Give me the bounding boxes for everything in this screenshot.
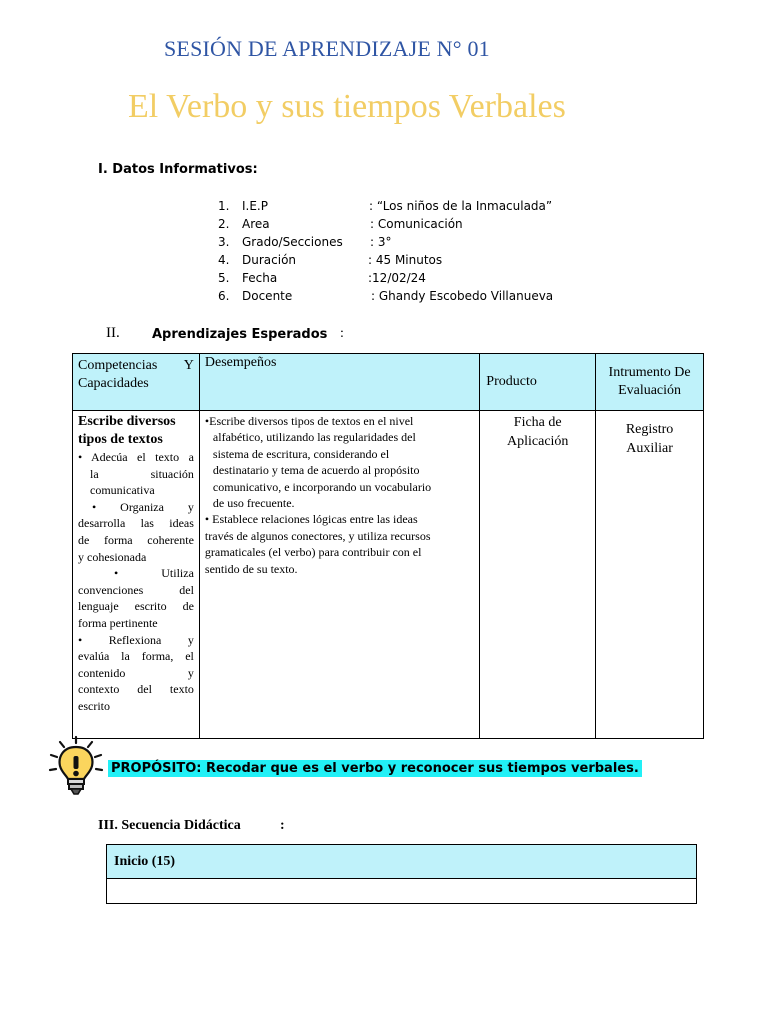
- producto-line2: Aplicación: [507, 434, 569, 449]
- learning-table-row: [73, 411, 704, 739]
- section3-heading: III. Secuencia Didáctica: [98, 818, 241, 833]
- learning-table-header: [73, 354, 704, 411]
- info-label: Area: [242, 217, 270, 231]
- header-competencias-y: Y: [183, 358, 194, 373]
- capacidad-line: de forma coherente: [78, 532, 194, 547]
- capacidad-line: convenciones del: [78, 582, 194, 597]
- capacidad-line: contenido y: [78, 665, 194, 680]
- desempeno-line: gramaticales (el verbo) para contribuir con el: [204, 545, 422, 560]
- info-number: 1.: [218, 199, 230, 213]
- section2-numeral: II.: [106, 325, 120, 341]
- instrumento-cell: [596, 411, 704, 739]
- capacidad-line: comunicativa: [90, 483, 155, 498]
- desempeno-line: • Establece relaciones lógicas entre las ideas: [204, 512, 418, 527]
- lightbulb-icon: [46, 733, 106, 797]
- desempeno-line: través de algunos conectores, y utiliza recursos: [204, 528, 431, 543]
- section2-colon: :: [340, 326, 344, 341]
- info-number: 6.: [218, 289, 230, 303]
- section1-heading: I. Datos Informativos:: [98, 162, 258, 177]
- main-title: El Verbo y sus tiempos Verbales: [128, 88, 566, 125]
- competencia-title-line2: tipos de textos: [78, 432, 163, 447]
- header-instrumento: [596, 354, 704, 411]
- inicio-content-cell: [107, 879, 697, 904]
- header-capacidades-word: Capacidades: [78, 376, 149, 391]
- info-label: I.E.P: [242, 199, 268, 213]
- capacidad-line: evalúa la forma, el: [78, 649, 194, 664]
- info-label: Duración: [242, 253, 297, 267]
- sequence-table-empty-row: [107, 879, 697, 904]
- capacidad-line: escrito: [78, 698, 110, 713]
- info-value: : 3°: [370, 235, 392, 249]
- capacidad-line: forma pertinente: [78, 615, 158, 630]
- header-desempenos: Desempeños: [199, 354, 479, 411]
- capacidad-line: y cohesionada: [78, 549, 147, 564]
- competencia-cell: [73, 411, 200, 739]
- instrumento-line2: Auxiliar: [626, 441, 673, 456]
- header-instrumento-line2: Evaluación: [618, 383, 682, 398]
- header-instrumento-line1: Intrumento De: [608, 365, 691, 380]
- desempeno-line: sentido de su texto.: [204, 561, 298, 576]
- section2-heading: Aprendizajes Esperados: [152, 327, 328, 342]
- info-value: : 45 Minutos: [368, 253, 443, 267]
- section3-colon: :: [280, 818, 285, 833]
- capacidad-line: la situación: [90, 466, 194, 481]
- capacidad-line: • Adecúa el texto a: [78, 450, 194, 464]
- capacidad-line: lenguaje escrito de: [78, 599, 194, 614]
- desempeno-line: •Escribe diversos tipos de textos en el nivel: [204, 414, 414, 428]
- instrumento-line1: Registro: [625, 422, 674, 437]
- header-competencias: [73, 354, 200, 411]
- info-value: : “Los niños de la Inmaculada”: [369, 199, 553, 213]
- info-label: Fecha: [242, 271, 278, 285]
- producto-line1: Ficha de: [513, 415, 562, 430]
- header-competencias-word: Competencias: [78, 358, 158, 373]
- desempeno-line: sistema de escritura, considerando el: [212, 446, 390, 461]
- capacidad-line: • Organiza y: [92, 499, 194, 514]
- desempeno-line: de uso frecuente.: [212, 496, 295, 511]
- learning-table: [72, 353, 704, 739]
- session-title: SESIÓN DE APRENDIZAJE N° 01: [164, 36, 490, 61]
- desempeno-line: destinatario y tema de acuerdo al propósito: [212, 463, 420, 478]
- sequence-table-header: [107, 845, 697, 879]
- purpose-statement: PROPÓSITO: Recodar que es el verbo y reconocer sus tiempos verbales.: [108, 760, 642, 777]
- info-label: Docente: [242, 289, 293, 303]
- producto-cell: [480, 411, 596, 739]
- desempeno-cell: [199, 411, 479, 739]
- info-value: : Ghandy Escobedo Villanueva: [371, 289, 554, 303]
- capacidad-line: • Reflexiona y: [78, 632, 194, 647]
- info-number: 4.: [218, 253, 230, 267]
- capacidad-line: • Utiliza: [114, 566, 194, 581]
- info-number: 3.: [218, 235, 230, 249]
- info-value: : Comunicación: [370, 217, 463, 231]
- capacidad-line: contexto del texto: [78, 682, 194, 697]
- info-value: :12/02/24: [368, 271, 426, 285]
- header-producto: Producto: [480, 354, 596, 411]
- inicio-label: Inicio (15): [107, 845, 697, 879]
- info-number: 5.: [218, 271, 230, 285]
- info-number: 2.: [218, 217, 230, 231]
- competencia-title-line1: Escribe diversos: [78, 414, 176, 429]
- sequence-table: [106, 844, 697, 904]
- desempeno-line: alfabético, utilizando las regularidades del: [212, 430, 416, 445]
- capacidad-line: desarrolla las ideas: [78, 516, 194, 531]
- info-label: Grado/Secciones: [242, 235, 343, 249]
- desempeno-line: comunicativo, e incorporando un vocabulario: [212, 479, 432, 494]
